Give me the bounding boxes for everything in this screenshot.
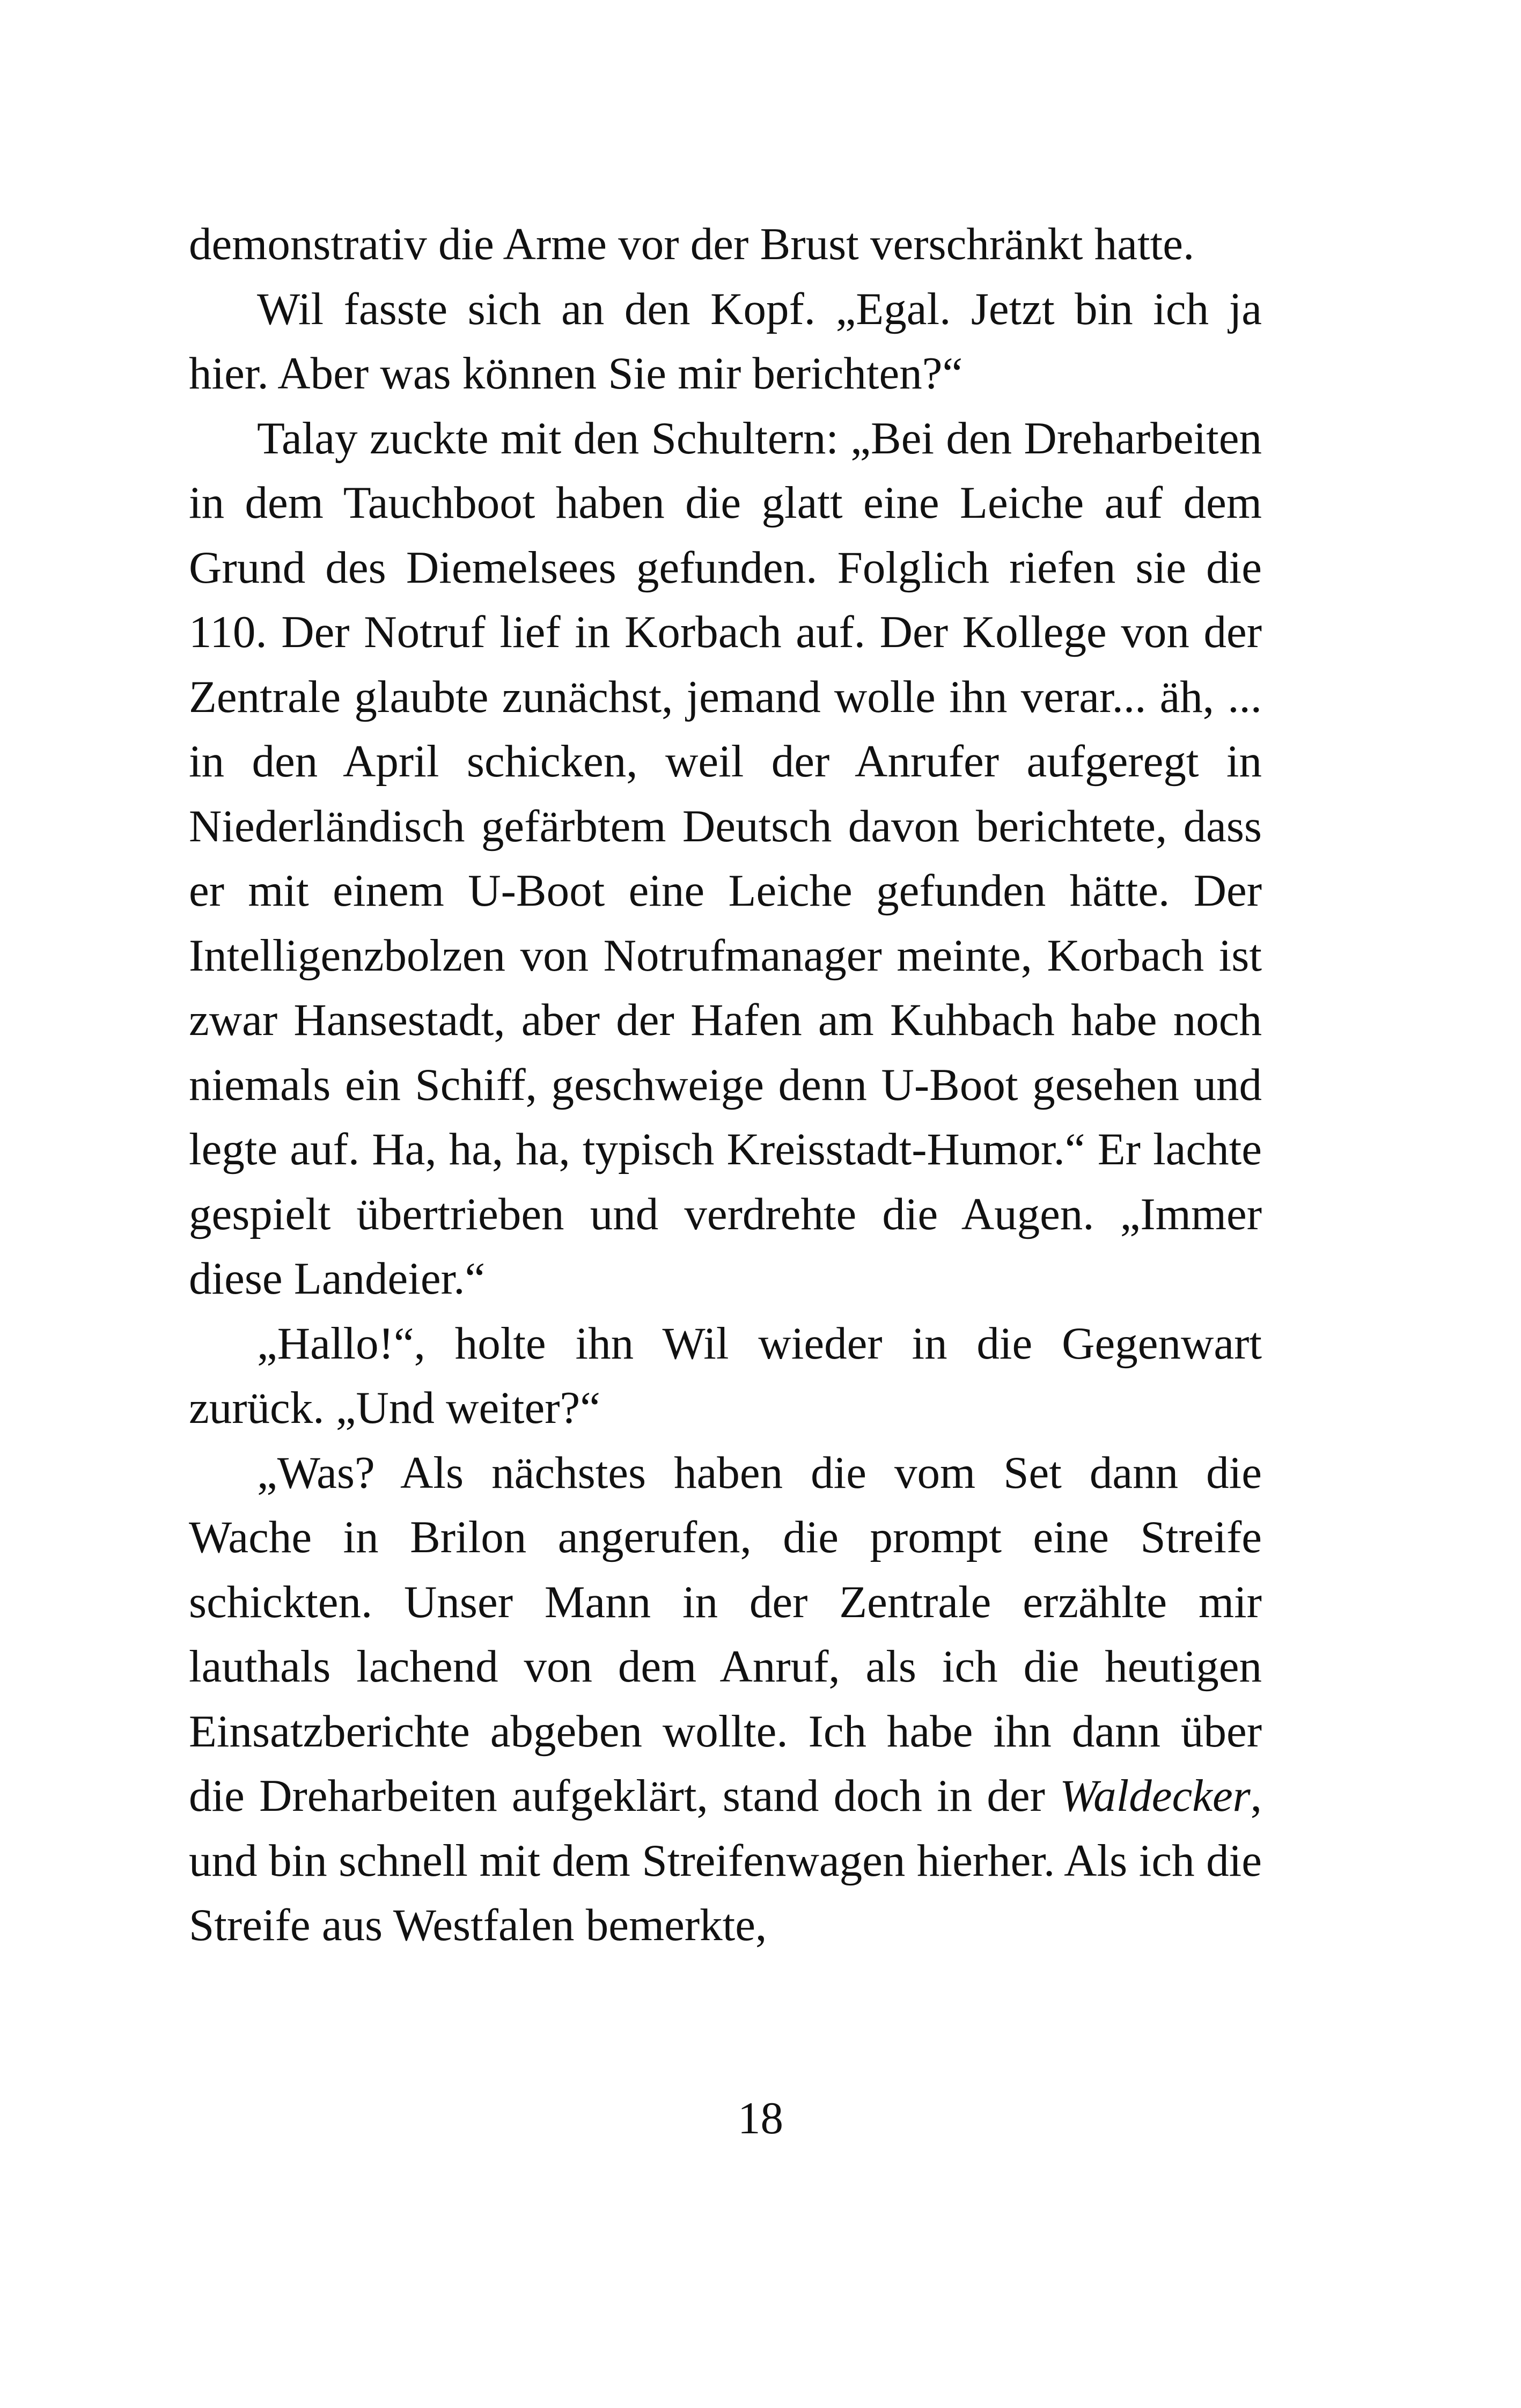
paragraph-3: Talay zuckte mit den Schultern: „Bei den Dreharbeiten in dem Tauchboot haben die glatt eine Leiche auf dem Grund des Diemelsees gefunden. Folglich riefen sie die 110. Der Notruf lief in Korbach auf. Der Kollege von der Zentrale glaubte zunächst, jemand wolle ihn verar... äh, ... in den April schicken, weil der Anrufer aufgeregt in Niederländisch gefärbtem Deutsch davon berichtete, dass er mit einem U-Boot eine Leiche gefunden hätte. Der Intelligenzbolzen von Notrufmanager meinte, Korbach ist zwar Hansestadt, aber der Hafen am Kuhbach habe noch niemals ein Schiff, geschweige denn U-Boot gesehen und legte auf. Ha, ha, ha, typisch Kreisstadt-Humor.“ Er lachte gespielt übertrieben und verdrehte die Augen. „Immer diese Landeier.“ xyxy=(189,413,1262,1304)
paragraph-5-text-after: , und bin schnell mit dem Streifenwagen hierher. Als ich die Streife aus Westfalen bemerkte, xyxy=(189,1771,1262,1950)
text-column xyxy=(189,212,1262,1958)
paragraph-5 xyxy=(189,1441,1262,1958)
newspaper-title-italic: Waldecker xyxy=(1060,1771,1251,1821)
paragraph-1: demonstrativ die Arme vor der Brust verschränkt hatte. xyxy=(189,219,1195,269)
paragraph-2: Wil fasste sich an den Kopf. „Egal. Jetzt bin ich ja hier. Aber was können Sie mir berichten?“ xyxy=(189,283,1262,399)
paragraph-4: „Hallo!“, holte ihn Wil wieder in die Gegenwart zurück. „Und weiter?“ xyxy=(189,1318,1262,1433)
page-number: 18 xyxy=(738,2093,783,2143)
paragraph-5-text-before: „Was? Als nächstes haben die vom Set dann die Wache in Brilon angerufen, die prompt eine Streife schickten. Unser Mann in der Zentrale erzählte mir lauthals lachend von dem Anruf, als ich die heutigen Einsatzberichte abgeben wollte. Ich habe ihn dann über die Dreharbeiten aufgeklärt, stand doch in der xyxy=(189,1447,1262,1821)
